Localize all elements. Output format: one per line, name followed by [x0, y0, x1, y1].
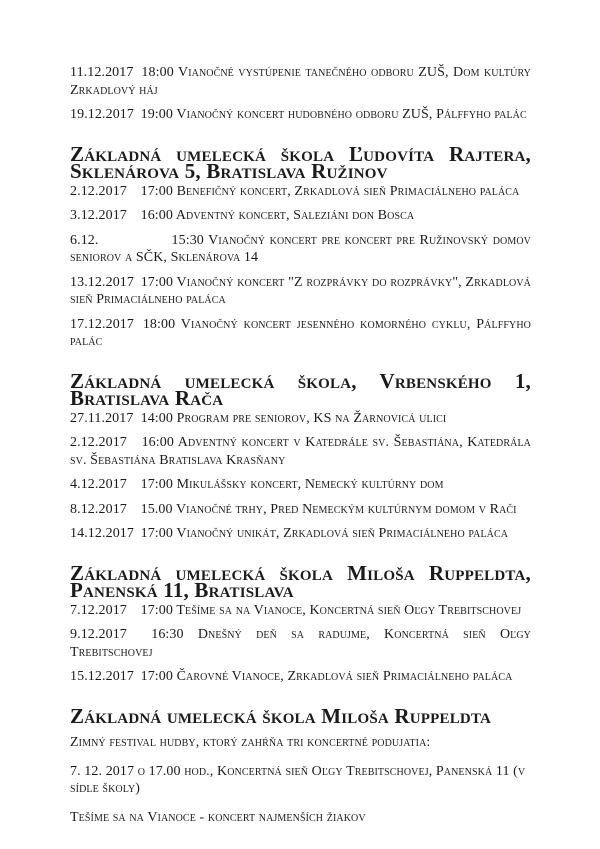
event-row — [70, 602, 531, 620]
event-description: Benefičný koncert, Zrkadlová sieň Primaciálneho paláca — [176, 183, 520, 199]
event-date: 2.12.2017 — [70, 183, 127, 199]
event-time: 16:00 — [141, 435, 174, 450]
event-description: Tešíme sa na Vianoce, Koncertná sieň Oľgy Trebitschovej — [176, 602, 522, 618]
section-heading: Základná umelecká škola Ľudovíta Rajtera, Sklenárova 5, Bratislava Ružinov — [70, 141, 531, 183]
event-time: 17:00 — [140, 477, 173, 492]
event-time: 17:00 — [140, 526, 173, 541]
event-time: 16:00 — [140, 208, 173, 223]
section-heading: Základná umelecká škola Miloša Ruppeldta, Panenská 11, Bratislava — [70, 560, 531, 602]
event-date: 4.12.2017 — [70, 477, 127, 492]
event-time: 19:00 — [140, 107, 173, 122]
event-time: 17:00 — [140, 602, 173, 618]
event-row — [70, 232, 531, 267]
document-section-4 — [70, 703, 531, 827]
event-row — [70, 274, 531, 309]
event-description: Vianočné trhy, Pred Nemeckým kultúrnym domom v Rači — [175, 501, 517, 517]
event-description: Čarovné Vianoce, Zrkadlová sieň Primaciálneho paláca — [176, 669, 513, 684]
event-description: Vianočný koncert "Z rozprávky do rozprávky", Zrkadlová sieň Primaciálneho paláca — [70, 274, 531, 307]
event-row — [70, 476, 531, 494]
event-row — [70, 501, 531, 519]
event-time: 15:30 — [171, 232, 204, 248]
event-date: 2.12.2017 — [70, 435, 127, 450]
note-paragraph: 7. 12. 2017 o 17.00 hod., Koncertná sieň Oľgy Trebitschovej, Panenská 11 (v sídle školy) — [70, 763, 526, 796]
event-time: 17:00 — [140, 183, 173, 199]
event-row — [70, 525, 531, 543]
event-date: 15.12.2017 — [70, 669, 134, 684]
event-date: 9.12.2017 — [70, 627, 127, 642]
event-description: Dnešný deň sa radujme, Koncertná sieň Oľgy Trebitschovej — [70, 627, 532, 660]
event-description: Vianočný unikát, Zrkadlová sieň Primaciálneho paláca — [176, 526, 509, 541]
event-description: Vianočné vystúpenie tanečného odboru ZUŠ, Dom kultúry Zrkadlový háj — [70, 65, 531, 98]
event-description: Adventný koncert v Katedrále sv. Šebastiána, Katedrála sv. Šebastiána Bratislava Krasňany — [70, 435, 531, 468]
document-section-1 — [70, 141, 531, 351]
event-description: Vianočný koncert jesenného komorného cyklu, Pálffyho palác — [70, 316, 531, 349]
event-date: 19.12.2017 — [70, 107, 134, 122]
event-description: Adventný koncert, Saleziáni don Bosca — [175, 208, 415, 223]
event-date: 14.12.2017 — [70, 526, 134, 541]
event-date: 27.11.2017 — [70, 410, 134, 426]
event-date: 8.12.2017 — [70, 501, 127, 517]
document-section-2 — [70, 368, 531, 543]
event-row — [70, 434, 531, 469]
event-time: 17:00 — [140, 669, 173, 684]
note-paragraph: Tešíme sa na Vianoce - koncert najmenších žiakov — [70, 809, 366, 825]
event-date: 7.12.2017 — [70, 602, 127, 618]
document-section-0 — [70, 64, 531, 124]
event-date: 3.12.2017 — [70, 208, 127, 223]
document-section-3 — [70, 560, 532, 686]
event-time: 16:30 — [151, 627, 184, 642]
event-row — [70, 668, 531, 686]
event-time: 18:00 — [141, 65, 174, 80]
event-date: 11.12.2017 — [70, 65, 134, 80]
event-row — [70, 316, 531, 351]
event-row — [70, 626, 531, 661]
event-date: 17.12.2017 — [70, 316, 134, 332]
event-date: 6.12. — [70, 232, 99, 248]
event-description: Vianočný koncert pre koncert pre Ružinovský domov seniorov a SČK, Sklenárova 14 — [70, 232, 531, 265]
section-heading: Základná umelecká škola Miloša Ruppeldta — [70, 703, 492, 728]
event-description: Mikulášsky koncert, Nemecký kultúrny dom — [176, 477, 444, 492]
document-content — [70, 64, 531, 826]
event-row — [70, 207, 531, 225]
event-time: 18:00 — [142, 316, 176, 332]
event-date: 13.12.2017 — [70, 274, 134, 290]
event-row — [70, 410, 531, 428]
note-paragraph: Zimný festival hudby, ktorý zahŕňa tri koncertné podujatia: — [70, 735, 431, 750]
event-time: 14:00 — [140, 410, 173, 426]
event-row — [70, 106, 531, 124]
event-row — [70, 183, 531, 201]
event-row — [70, 64, 531, 99]
section-heading: Základná umelecká škola, Vrbenského 1, Bratislava Rača — [70, 368, 531, 410]
event-time: 17:00 — [140, 274, 174, 290]
event-description: Program pre seniorov, KS na Žarnovicá ulici — [176, 410, 447, 426]
event-description: Vianočný koncert hudobného odboru ZUŠ, Pálffyho palác — [176, 107, 527, 122]
event-time: 15.00 — [140, 501, 173, 517]
